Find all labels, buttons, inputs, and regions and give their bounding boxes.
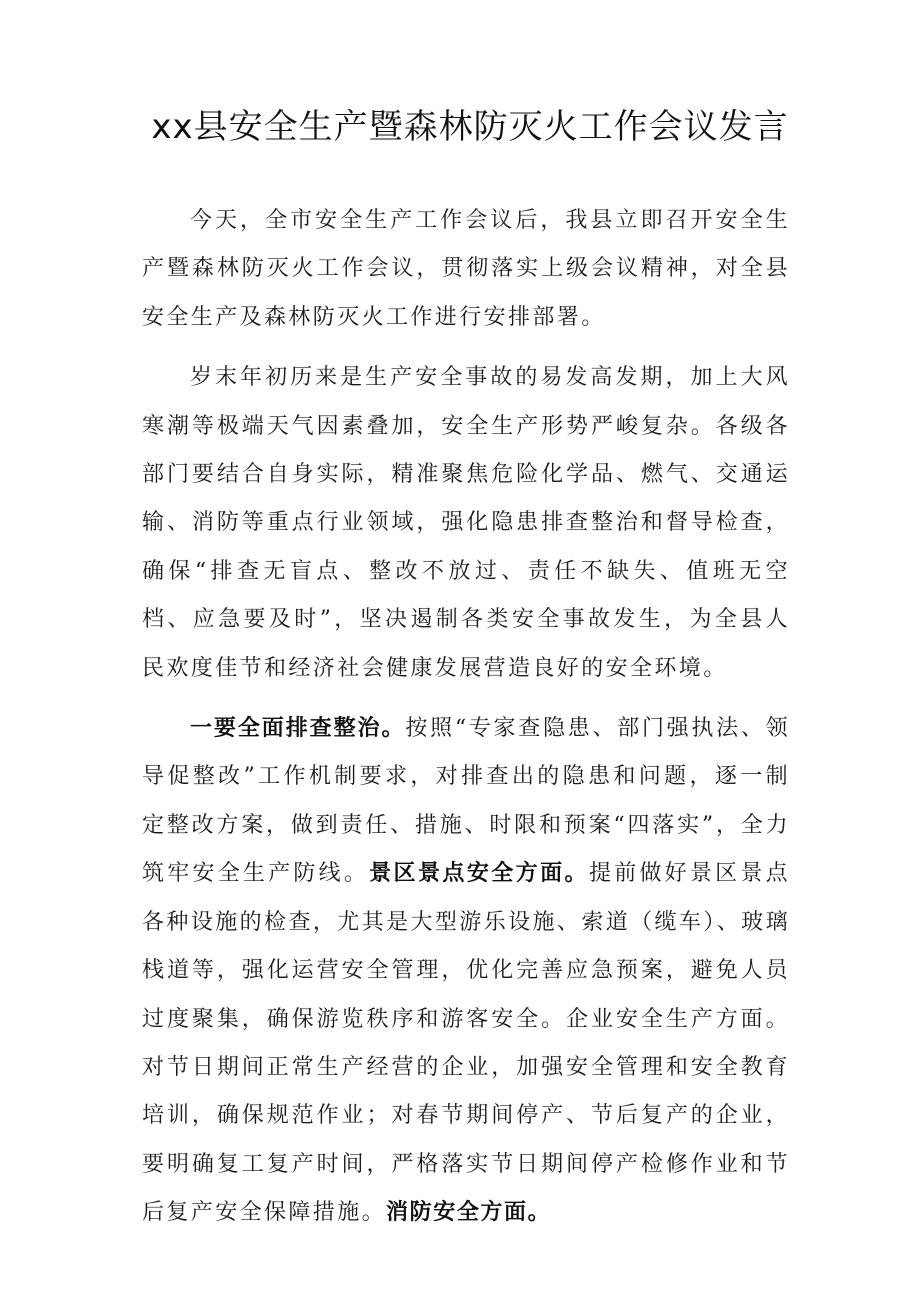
document-title: xx县安全生产暨森林防灭火工作会议发言: [151, 107, 789, 147]
paragraph-text: 今天，全市安全生产工作会议后，我县立即召开安全生产暨森林防灭火工作会议，贯彻落实上级会议精神，对全县安全生产及森林防灭火工作进行安排部署。: [142, 208, 790, 330]
section-heading-fire-safety: 消防安全方面。: [386, 1200, 552, 1226]
document-body: [142, 197, 790, 1238]
section-heading-scenic-safety: 景区景点安全方面。: [369, 861, 589, 887]
paragraph-text: 按照“专家查隐患、部门强执法、领导促整改”工作机制要求，对排查出的隐患和问题，逐一制定整改方案，做到责任、措施、时限和预案“四落实”，全力筑牢安全生产防线。: [142, 716, 790, 887]
paragraph-situation: [142, 354, 790, 693]
paragraph-inspection: [142, 705, 790, 1237]
paragraph-text: 岁末年初历来是生产安全事故的易发高发期，加上大风寒潮等极端天气因素叠加，安全生产形势严峻复杂。各级各部门要结合自身实际，精准聚焦危险化学品、燃气、交通运输、消防等重点行业领域，强化隐患排查整治和督导检查，确保“排查无盲点、整改不放过、责任不缺失、值班无空档、应急要及时”，坚决遏制各类安全事故发生，为全县人民欢度佳节和经济社会健康发展营造良好的安全环境。: [142, 365, 790, 681]
paragraph-intro: [142, 197, 790, 342]
paragraph-text: 提前做好景区景点各种设施的检查，尤其是大型游乐设施、索道（缆车）、玻璃栈道等，强化运营安全管理，优化完善应急预案，避免人员过度聚集，确保游览秩序和游客安全。企业安全生产方面。对节日期间正常生产经营的企业，加强安全管理和安全教育培训，确保规范作业；对春节期间停产、节后复产的企业，要明确复工复产时间，严格落实节日期间停产检修作业和节后复产安全保障措施。: [142, 861, 791, 1226]
section-heading-inspection: 一要全面排查整治。: [190, 716, 406, 742]
